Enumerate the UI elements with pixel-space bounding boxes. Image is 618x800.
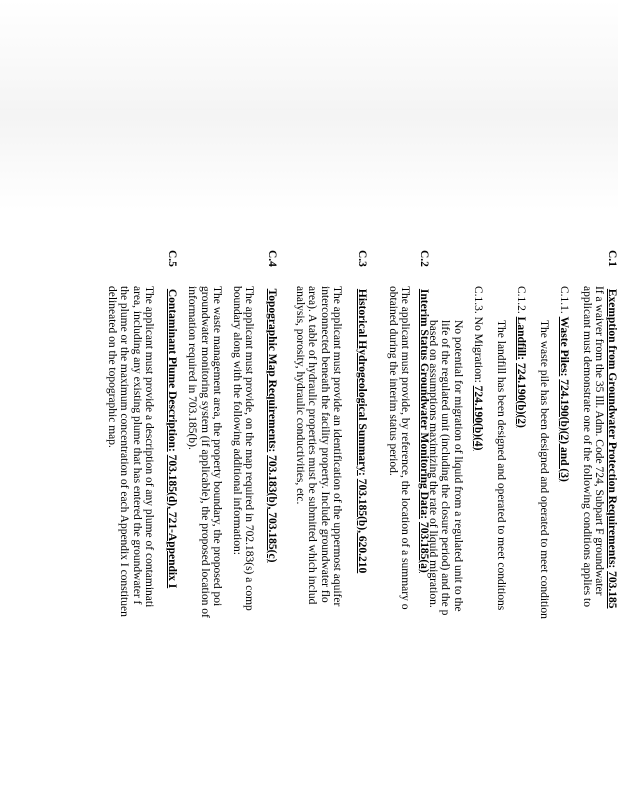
subsection-text: No potential for migration of liquid from a regulated unit to the	[452, 320, 464, 612]
section-reference: 703.185(b), 620.210	[356, 478, 368, 574]
paragraph-line: boundary along with the following additional information:	[231, 286, 243, 555]
subsection-reference: 724.190(b)(4)	[472, 385, 485, 451]
section-c1	[427, 250, 618, 800]
rotated-document-body	[98, 250, 618, 800]
paragraph-line: area, including any existing plume that has entered the groundwater f	[131, 286, 143, 605]
subsection-c1-1-heading	[558, 250, 571, 800]
section-c5	[106, 250, 179, 800]
paragraph-line: The applicant must provide, on the map required in 702.183(s) a comp	[243, 286, 256, 611]
section-title: Exemption from Groundwater Protection Requirements:	[606, 288, 618, 569]
section-title: Interim Status Groundwater Monitoring Data:	[418, 288, 430, 520]
subsection-number: C.1.3.	[472, 286, 485, 314]
section-title: Contaminant Plume Description:	[166, 288, 178, 452]
scan-shadow	[0, 0, 618, 210]
section-number: C.1	[606, 250, 618, 267]
section-title: Topographic Map Requirements:	[266, 288, 278, 453]
section-reference: 703.185	[606, 571, 618, 609]
section-c4	[186, 250, 278, 800]
section-c2-heading	[418, 250, 431, 800]
section-c3	[294, 250, 369, 800]
paragraph-line: The applicant must provide a description of any plume of contaminati	[143, 286, 156, 608]
subsection-label: Landfill:	[515, 316, 528, 361]
subsection-reference: 724.190(b)(2) and (3)	[558, 379, 571, 482]
paragraph-line: If a waiver from the 35 Ill. Adm. Code 724, Subpart F groundwater	[593, 286, 606, 596]
subsection-text: The waste pile has been designed and operated to meet condition	[538, 320, 550, 619]
paragraph-line: The waste management area, the property boundary, the proposed poi	[211, 286, 224, 607]
paragraph-line: obtained during the interim status period.	[387, 286, 399, 476]
paragraph-line: The applicant must provide an identification of the uppermost aquifer	[331, 286, 344, 607]
section-c2	[387, 250, 431, 800]
section-reference: 703.185(d), 721-Appendix I	[166, 454, 178, 589]
paragraph-line: groundwater monitoring system (if applicable), the proposed location of	[199, 286, 211, 618]
section-title: Historical Hydrogeological Summary:	[356, 288, 368, 476]
subsection-c1-3-heading	[472, 250, 485, 800]
section-c5-heading	[166, 250, 179, 800]
section-number: C.2	[418, 250, 430, 267]
subsection-text: based on assumptions maximizing the rate of liquid migration.	[427, 320, 439, 608]
section-reference: 703.185(a)	[418, 521, 430, 573]
subsection-number: C.1.1.	[558, 286, 571, 314]
subsection-text: life of the regulated unit (including the closure period) and the p	[439, 320, 452, 616]
paragraph-line: delineated on the topographic map.	[106, 286, 118, 448]
section-number: C.3	[356, 250, 368, 267]
paragraph-line: The applicant must provide, by reference, the location of a summary o	[399, 286, 412, 610]
subsection-c1-2-heading	[515, 250, 528, 800]
subsection-text: The landfill has been designed and operated to meet conditions	[495, 320, 507, 611]
paragraph-line: applicant must demonstrate one of the following conditions applies to	[581, 286, 593, 607]
subsection-label: No Migration:	[472, 316, 485, 383]
section-c3-heading	[356, 250, 369, 800]
section-number: C.5	[166, 250, 178, 267]
subsection-label: Waste Piles:	[558, 316, 571, 377]
subsection-number: C.1.2.	[515, 286, 528, 314]
section-number: C.4	[266, 250, 278, 267]
paragraph-line: area). A table of hydraulic properties must be submitted which includ	[306, 286, 319, 605]
paragraph-line: interconnected beneath the facility property. Include groundwater flo	[319, 286, 331, 603]
section-c1-heading	[606, 250, 618, 800]
paragraph-line: information required in 703.185(b).	[186, 286, 199, 450]
subsection-reference: 724.190(b)(2)	[515, 363, 528, 428]
paragraph-line: the plume or the maximum concentration of each Appendix I constituen	[118, 286, 131, 617]
section-c4-heading	[266, 250, 279, 800]
section-reference: 703.183(b), 703.185(c)	[266, 455, 278, 563]
paragraph-line: analysis, porosity, hydraulic conductivities, etc.	[294, 286, 306, 505]
